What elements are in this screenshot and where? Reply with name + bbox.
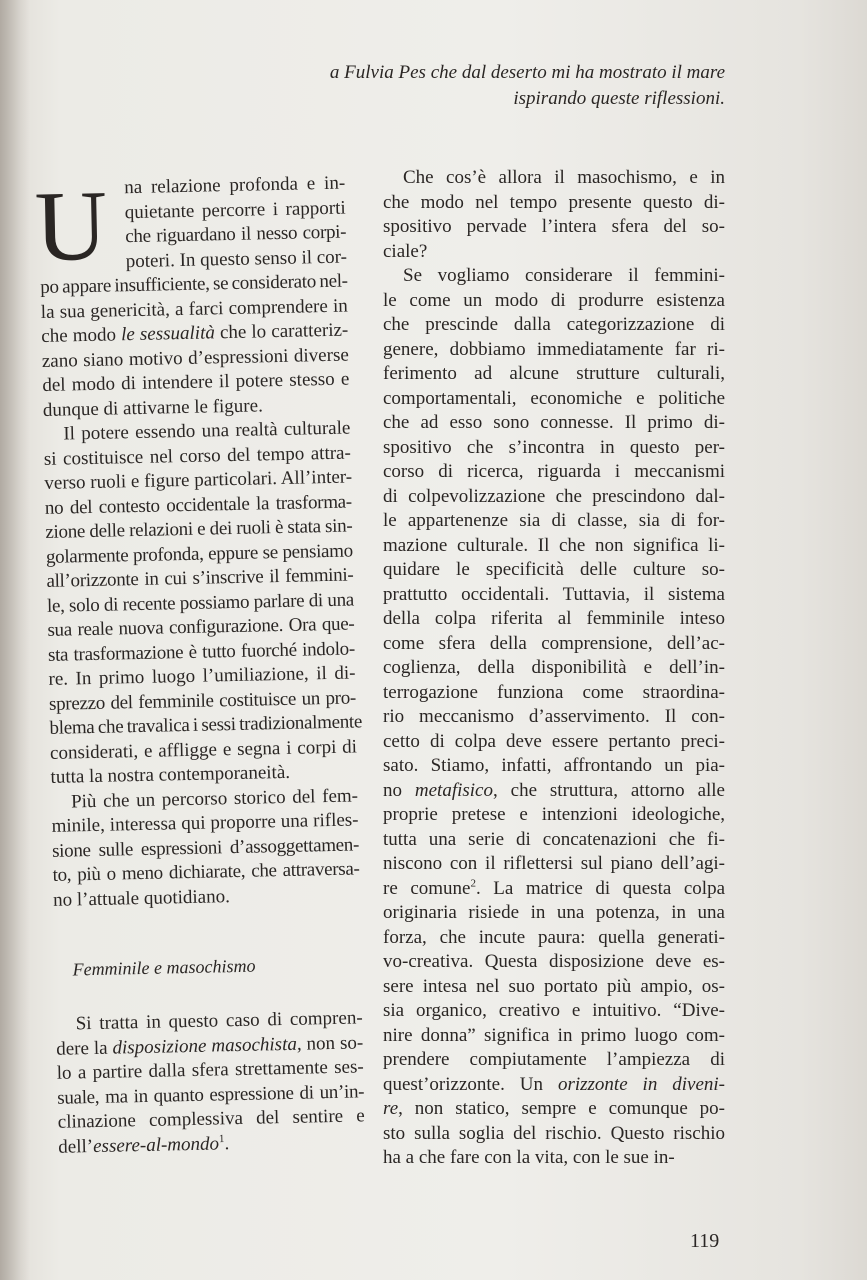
page-gutter-shadow xyxy=(0,0,30,1280)
text-segment: niscono con il riflettersi sul piano dell’agi- xyxy=(383,853,725,874)
paragraph xyxy=(383,166,725,264)
text-segment: no l’attuale quotidiano. xyxy=(52,885,231,911)
text-segment: si costituisce nel corso del tempo attra- xyxy=(43,442,352,470)
text-line xyxy=(383,460,725,485)
text-line xyxy=(383,681,725,706)
text-segment: re comune xyxy=(383,877,471,899)
dedication-line-2: ispirando queste riflessioni. xyxy=(513,88,725,109)
text-line xyxy=(383,166,725,191)
text-segment: quidare le specificità delle culture so- xyxy=(383,559,725,580)
text-segment: del modo di intendere il potere stesso e xyxy=(42,368,350,396)
text-segment: forza, che incute paura: quella generati- xyxy=(383,926,725,948)
text-line xyxy=(383,362,725,387)
text-line xyxy=(383,852,725,877)
text-segment: Se vogliamo considerare il femmini- xyxy=(403,265,725,286)
text-segment: minile, interessa qui proporre una rifles- xyxy=(51,809,359,837)
text-line xyxy=(383,289,725,314)
text-segment: no del contesto occidentale la trasforma- xyxy=(44,491,353,519)
text-line xyxy=(383,975,725,1000)
text-segment: genere, dobbiamo immediatamente far ri- xyxy=(383,338,725,360)
footnote-ref: 1 xyxy=(218,1132,225,1145)
text-line xyxy=(383,485,725,510)
text-segment: Il potere essendo una realtà culturale xyxy=(63,417,351,445)
text-segment: comportamentali, economiche e politiche xyxy=(383,387,725,409)
text-segment: tutta una serie di concatenazioni che fi- xyxy=(383,828,725,850)
text-segment: sto sulla soglia del rischio. Questo rischio xyxy=(383,1122,725,1144)
left-column xyxy=(33,169,365,1158)
text-line xyxy=(383,240,725,265)
text-line xyxy=(383,264,725,289)
text-line xyxy=(383,1048,725,1073)
text-segment: quest’orizzonte. Un xyxy=(383,1073,558,1095)
text-line xyxy=(383,877,725,902)
text-line xyxy=(383,607,725,632)
text-segment: verso ruoli e figure particolari. All’inter- xyxy=(44,466,353,494)
text-segment: ferimento ad alcune strutture culturali, xyxy=(383,363,725,384)
text-segment: che riguardano il nesso corpi- xyxy=(125,221,347,248)
text-segment: dunque di attivarne le figure. xyxy=(42,394,264,421)
text-segment: che modo xyxy=(41,324,122,347)
text-segment: sprezzo del femminile costituisce un pro- xyxy=(48,686,357,715)
text-line xyxy=(383,632,725,657)
text-segment: poteri. In questo senso il cor- xyxy=(125,246,348,272)
text-line xyxy=(383,338,725,363)
section-heading: Femminile e masochismo xyxy=(72,955,256,980)
text-segment: po appare insufficiente, se considerato nel- xyxy=(40,270,348,298)
paragraph xyxy=(383,264,725,1171)
text-line xyxy=(383,509,725,534)
text-segment: tutta la nostra contemporaneità. xyxy=(50,761,291,788)
text-segment: che modo nel tempo presente questo di- xyxy=(383,191,725,213)
text-segment: dere la xyxy=(56,1037,113,1060)
text-segment: blema che travalica i sessi tradizionalmente xyxy=(49,711,363,739)
text-line xyxy=(383,999,725,1024)
text-segment: coglienza, della disponibilità e dell’in- xyxy=(383,657,725,678)
text-line xyxy=(383,191,725,216)
footnote-ref: 2 xyxy=(470,877,476,890)
text-segment: terrogazione funziona come straordina- xyxy=(383,681,725,703)
text-segment: zione delle relazioni e dei ruoli è stata sin- xyxy=(45,515,353,543)
text-segment: corso di ricerca, riguarda i meccanismi xyxy=(383,461,725,482)
text-line xyxy=(383,411,725,436)
text-line xyxy=(383,1073,725,1098)
text-line xyxy=(383,558,725,583)
text-line xyxy=(383,583,725,608)
text-line xyxy=(383,950,725,975)
paragraph xyxy=(43,417,363,791)
text-segment: che prescinde dalla categorizzazione di xyxy=(383,314,725,335)
page-number: 119 xyxy=(690,1230,720,1252)
text-segment: , che struttura, attorno alle xyxy=(493,779,725,801)
text-segment: rio meccanismo d’asservimento. Il con- xyxy=(383,706,725,727)
text-segment: . xyxy=(224,1132,230,1154)
italic-text: metafisico xyxy=(414,779,493,801)
text-segment: to, più o meno dichiarate, che attraversa- xyxy=(52,858,360,886)
text-line xyxy=(383,1122,725,1147)
text-segment: suale, ma in quanto espressione di un’in- xyxy=(57,1080,365,1109)
text-segment: prattutto occidentali. Tuttavia, il sistema xyxy=(383,583,725,605)
text-segment: non so- xyxy=(301,1031,364,1055)
text-segment: considerati, e affligge e segna i corpi di xyxy=(49,735,358,764)
text-segment: sione sulle espressioni d’assoggettamen- xyxy=(51,833,360,862)
text-line xyxy=(383,313,725,338)
text-line xyxy=(383,436,725,461)
text-segment: originaria risiede in una potenza, in una xyxy=(383,902,725,923)
text-segment: nire donna” significa in primo luogo com- xyxy=(383,1024,725,1046)
text-segment: della colpa riferita al femminile inteso xyxy=(383,608,725,629)
text-segment: proprie pretese e intenzioni ideologiche, xyxy=(383,804,725,825)
text-segment: le, solo di recente possiamo parlare di una xyxy=(46,588,355,617)
text-segment: vo-creativa. Questa disposizione deve es- xyxy=(383,951,725,972)
text-segment: spositivo pervade l’intera sfera del so- xyxy=(383,216,725,237)
text-segment: sua reale nuova configurazione. Ora que- xyxy=(47,613,355,641)
text-segment: di colpevolizzazione che prescindono dal- xyxy=(383,485,725,507)
text-segment: no xyxy=(383,779,415,801)
text-segment: ha a che fare con la vita, con le sue in- xyxy=(383,1147,675,1168)
italic-text: essere-al-mondo xyxy=(92,1132,220,1157)
italic-text: le sessualità xyxy=(120,322,216,346)
drop-cap: U xyxy=(33,169,109,283)
paragraph xyxy=(51,784,360,913)
text-segment: sta trasformazione è tutto fuorché indolo- xyxy=(47,637,356,666)
text-segment: all’orizzonte in cui s’inscrive il femmini- xyxy=(46,564,354,592)
text-segment: mazione culturale. Il che non significa li- xyxy=(383,534,725,556)
text-line xyxy=(383,1024,725,1049)
italic-text: orizzonte in diveni- xyxy=(557,1073,726,1095)
text-segment: na relazione profonda e in- xyxy=(124,172,346,199)
text-segment: le appartenenze sia di classe, sia di for- xyxy=(383,510,725,531)
italic-text: disposizione masochista, xyxy=(112,1033,302,1059)
italic-text: re xyxy=(383,1098,399,1119)
text-segment: le come un modo di produrre esistenza xyxy=(383,289,725,311)
paragraph xyxy=(55,1006,365,1159)
text-segment: sia organico, creativo e intuitivo. “Dive- xyxy=(383,1000,725,1021)
text-segment: la sua genericità, a farci comprendere in xyxy=(40,295,348,323)
text-segment: dell’ xyxy=(58,1135,94,1158)
text-segment: re. In primo luogo l’umiliazione, il di- xyxy=(48,662,356,690)
text-segment: quietante percorre i rapporti xyxy=(124,197,346,223)
text-line xyxy=(383,779,725,804)
text-line xyxy=(383,387,725,412)
text-segment: sere intesa nel suo portato più ampio, os- xyxy=(383,975,725,997)
paragraph xyxy=(38,172,350,423)
text-segment: che lo caratteriz- xyxy=(214,319,349,344)
text-line xyxy=(383,901,725,926)
text-segment: Si tratta in questo caso di compren- xyxy=(75,1007,363,1035)
text-segment: spositivo che s’incontra in questo per- xyxy=(383,436,725,458)
text-line xyxy=(383,534,725,559)
text-line xyxy=(383,926,725,951)
text-segment: golarmente profonda, eppure se pensiamo xyxy=(45,539,354,568)
text-segment: prendere compiutamente l’ampiezza di xyxy=(383,1049,725,1070)
text-segment: Più che un percorso storico del fem- xyxy=(70,784,359,812)
text-line xyxy=(383,705,725,730)
text-segment: lo a partire dalla sfera strettamente ses- xyxy=(56,1056,364,1084)
text-segment: sato. Stiamo, infatti, affrontando un pia- xyxy=(383,755,725,776)
text-segment: cetto di colpa deve essere pertanto preci- xyxy=(383,730,725,752)
text-line xyxy=(383,828,725,853)
text-segment: ciale? xyxy=(383,240,428,262)
text-line xyxy=(383,730,725,755)
text-line xyxy=(383,1097,725,1122)
text-line xyxy=(383,803,725,828)
text-line xyxy=(383,754,725,779)
text-segment: . La matrice di questa colpa xyxy=(475,877,725,899)
text-segment: clinazione complessiva del sentire e xyxy=(57,1105,365,1133)
text-line xyxy=(383,215,725,240)
dedication-line-1: a Fulvia Pes che dal deserto mi ha mostrato il mare xyxy=(329,62,725,83)
text-line xyxy=(383,1146,725,1171)
text-segment: Che cos’è allora il masochismo, e in xyxy=(403,167,725,188)
text-segment: come sfera della comprensione, dell’ac- xyxy=(383,632,725,654)
text-line xyxy=(383,656,725,681)
text-segment: zano siano motivo d’espressioni diverse xyxy=(41,344,349,372)
text-segment: , non statico, sempre e comunque po- xyxy=(398,1098,725,1119)
text-segment: che ad esso sono connesse. Il primo di- xyxy=(383,412,725,433)
